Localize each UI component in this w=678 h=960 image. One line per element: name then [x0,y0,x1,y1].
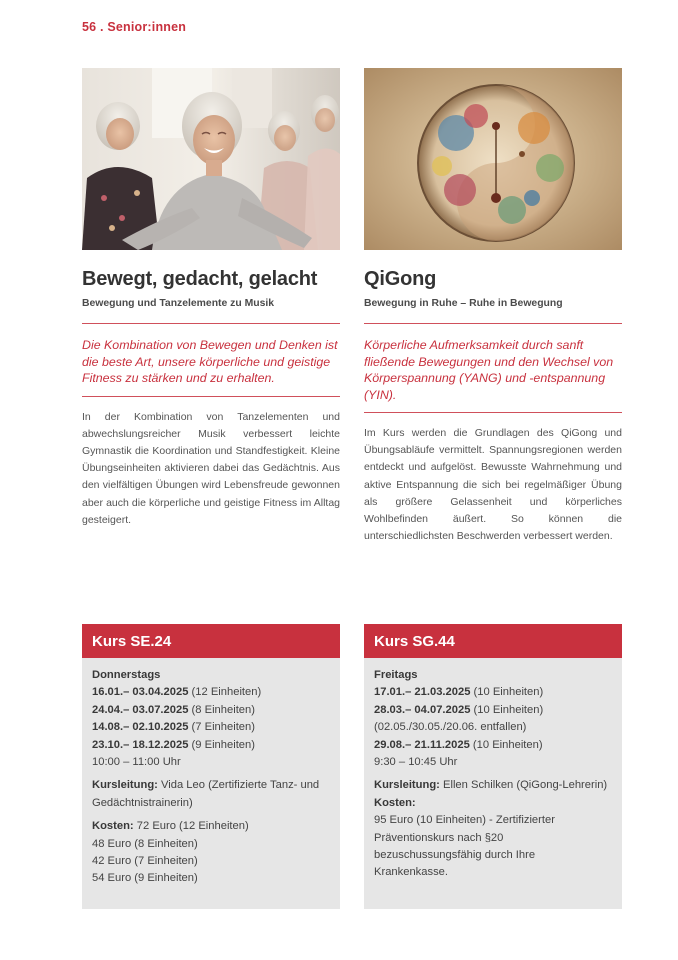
cost-value: 95 Euro (10 Einheiten) - Zertifizierter Präventionskurs nach §20 bezuschussungsfähig durch Ihre Krankenkasse. [374,814,555,879]
divider [82,323,340,324]
cost-value: 72 Euro (12 Einheiten) [136,820,249,833]
cost-line: 42 Euro (7 Einheiten) [92,855,198,868]
dance-photo-image [82,68,340,250]
divider [364,412,622,413]
date-units: (8 Einheiten) [191,703,255,716]
course-day: Freitags [374,669,418,681]
date-row [374,737,612,754]
date-row [92,719,330,736]
cost-label: Kosten: [92,820,134,833]
qigong-photo [364,68,622,250]
date-range: 28.03.– 04.07.2025 [374,703,471,716]
page-header: 56 . Senior:innen [82,20,187,34]
course-subtitle: Bewegung in Ruhe – Ruhe in Bewegung [364,298,563,309]
date-units: (10 Einheiten) [473,703,544,716]
course-info-box [364,624,622,909]
course-lead: Körperliche Aufmerksamkeit durch sanft fließende Bewegungen und den Wechsel von Körperspannung (YANG) und -entspannung (YIN). [364,338,614,402]
divider [364,323,622,324]
date-row [374,684,612,701]
course-info-box [82,624,340,909]
qigong-photo-image [364,68,622,250]
cost-line: 54 Euro (9 Einheiten) [92,872,198,885]
leader-label: Kursleitung: [92,779,158,792]
date-row [92,702,330,719]
date-range: 14.08.– 02.10.2025 [92,721,189,734]
date-range: 17.01.– 21.03.2025 [374,686,471,699]
course-column-dance [82,68,340,529]
course-leader [92,777,330,812]
course-cost [92,818,330,835]
course-column-qigong [364,68,622,545]
course-day: Donnerstags [92,669,161,681]
course-time: 10:00 – 11:00 Uhr [92,756,181,769]
course-lead: Die Kombination von Bewegen und Denken ist die beste Art, unsere körperliche und geistige Fitness zu stärken und zu erhalten. [82,338,338,385]
date-range: 29.08.– 21.11.2025 [374,738,470,751]
course-title: QiGong [364,268,437,290]
date-units: (10 Einheiten) [473,686,544,699]
cost-label: Kosten: [374,796,416,809]
course-time: 9:30 – 10:45 Uhr [374,756,458,769]
date-units: (7 Einheiten) [191,721,255,734]
course-subtitle: Bewegung und Tanzelemente zu Musik [82,298,275,309]
course-leader [374,777,612,794]
leader-value: Vida Leo (Zertifizierte Tanz- und Gedächtnistrainerin) [92,779,320,809]
leader-value: Ellen Schilken (QiGong-Lehrerin) [443,779,608,792]
course-code: Kurs SG.44 [364,624,622,658]
course-code: Kurs SE.24 [82,624,340,658]
date-row [92,684,330,701]
cost-line: 48 Euro (8 Einheiten) [92,837,198,850]
date-row [92,737,330,754]
date-units: (10 Einheiten) [472,738,543,751]
course-title: Bewegt, gedacht, gelacht [82,268,318,290]
dance-photo [82,68,340,250]
date-units: (12 Einheiten) [191,686,262,699]
course-description: In der Kombination von Tanzelementen und abwechslungsreicher Musik verbessert leichte Gymnastik die Koordination und Standfestigkeit. Kleine Übungseinheiten aktivieren dabei das Gedächtnis. Aus den vielfältigen Übungen wird Lebensfreude gewonnen aber auch die körperliche und geistige Fitness im Alltag gesteigert. [82,410,340,526]
divider [82,396,340,397]
date-range: 16.01.– 03.04.2025 [92,686,189,699]
date-range: 24.04.– 03.07.2025 [92,703,189,716]
date-note: (02.05./30.05./20.06. entfallen) [374,721,527,734]
leader-label: Kursleitung: [374,779,440,792]
date-units: (9 Einheiten) [191,738,255,751]
date-row [374,702,612,719]
date-range: 23.10.– 18.12.2025 [92,738,189,751]
course-description: Im Kurs werden die Grundlagen des QiGong und Übungsabläufe vermittelt. Spannungsregionen werden entdeckt und aufgelöst. Bewusste Wahrnehmung und aktive Entspannung die sich bei regelmäßiger Übung als größere Gelassenheit und körperliches Wohlbefinden äußert. So können die unterschiedlichsten Beschwerden verbessert werden. [364,427,622,543]
